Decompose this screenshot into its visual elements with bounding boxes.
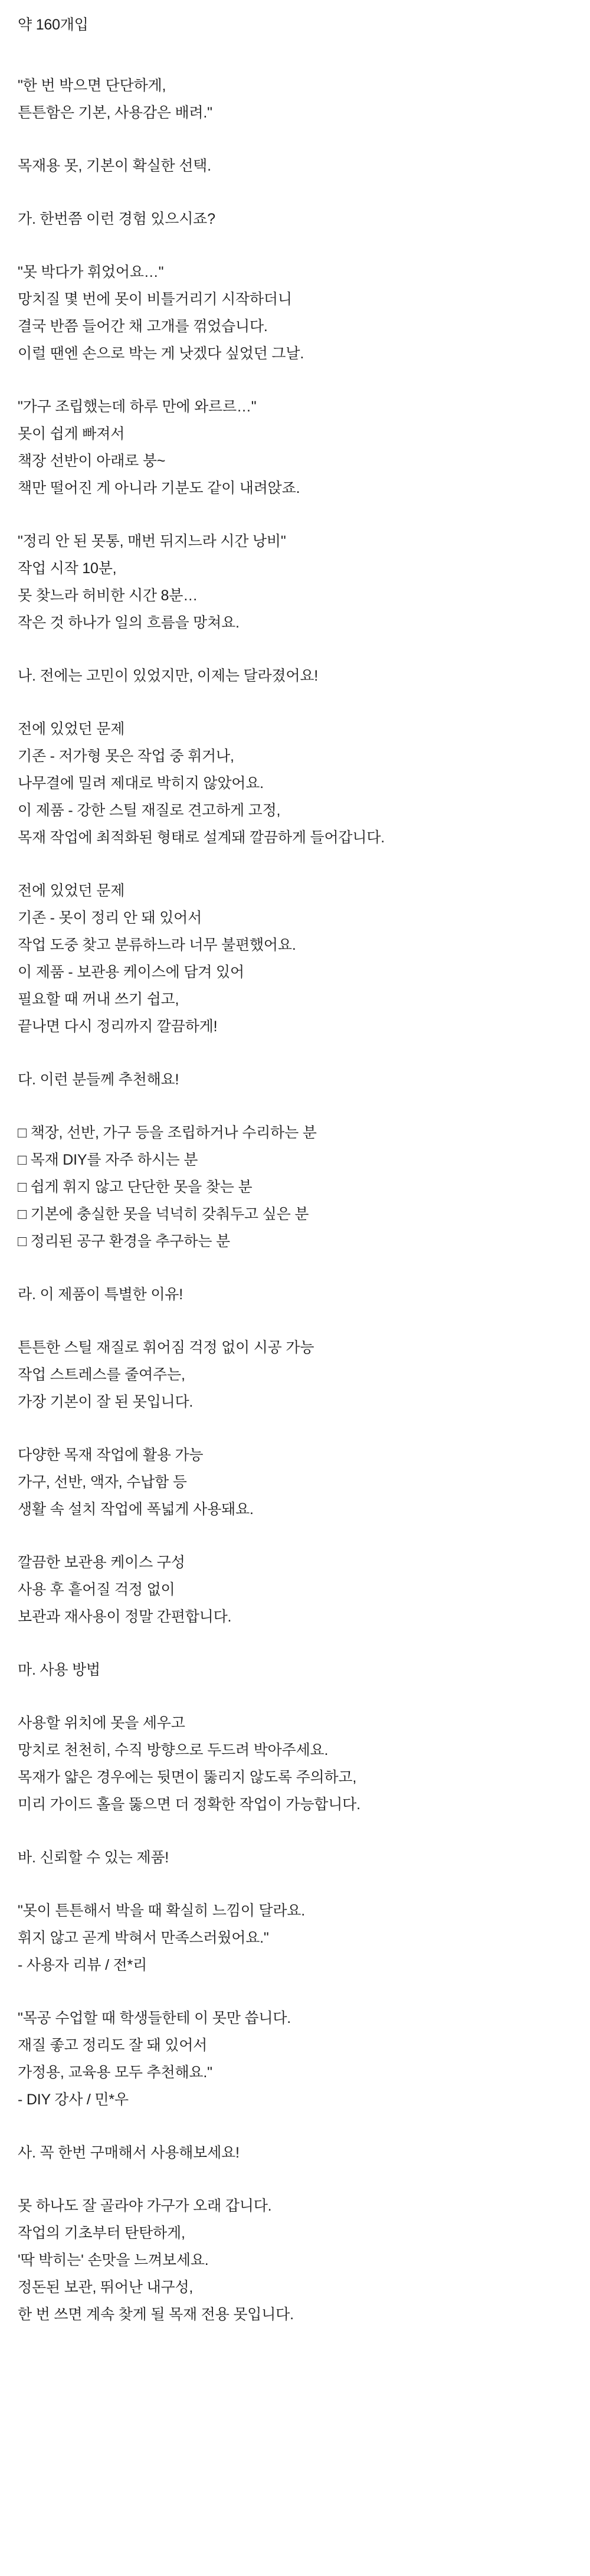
text-block-section-ba	[18, 1844, 572, 1871]
package-count-label: 약 160개입	[18, 17, 88, 33]
text-line: 작업의 기초부터 탄탄하게,	[18, 2225, 185, 2241]
text-line: 못 찾느라 허비한 시간 8분…	[18, 587, 198, 604]
text-line: □ 정리된 공구 환경을 추구하는 분	[18, 1233, 230, 1250]
text-line: 기존 - 저가형 못은 작업 중 휘거나,	[18, 748, 234, 764]
text-line: 책장 선반이 아래로 붕~	[18, 453, 166, 469]
text-block-section-sa	[18, 2139, 572, 2166]
text-line: 목재 작업에 최적화된 형태로 설계돼 깔끔하게 들어갑니다.	[18, 829, 385, 846]
text-line: 가구, 선반, 액자, 수납함 등	[18, 1474, 187, 1490]
text-block-section-na	[18, 662, 572, 689]
text-line: 작은 것 하나가 일의 흐름을 망쳐요.	[18, 614, 240, 631]
text-line: "한 번 박으면 단단하게,	[18, 77, 166, 94]
text-block-closing	[18, 2192, 572, 2328]
text-block-problem-2	[18, 877, 572, 1040]
text-line: 못 하나도 잘 골라야 가구가 오래 갑니다.	[18, 2198, 272, 2214]
text-line: '딱 박히는' 손맛을 느껴보세요.	[18, 2252, 209, 2268]
text-line: 이 제품 - 보관용 케이스에 담겨 있어	[18, 964, 244, 980]
text-block-section-ma	[18, 1656, 572, 1683]
text-block-subheadline	[18, 152, 572, 179]
text-block-section-da	[18, 1066, 572, 1093]
text-block-experience-1	[18, 259, 572, 367]
text-line: 튼튼함은 기본, 사용감은 배려."	[18, 104, 212, 121]
text-line: 이럴 땐엔 손으로 박는 게 낫겠다 싶었던 그날.	[18, 345, 304, 362]
text-line: 끝나면 다시 정리까지 깔끔하게!	[18, 1018, 218, 1035]
text-line: 다. 이런 분들께 추천해요!	[18, 1071, 179, 1088]
text-line: "정리 안 된 못통, 매번 뒤지느라 시간 낭비"	[18, 533, 286, 550]
text-line: 보관과 재사용이 정말 간편합니다.	[18, 1609, 232, 1625]
text-line: 기존 - 못이 정리 안 돼 있어서	[18, 910, 202, 926]
text-line: - DIY 강사 / 민*우	[18, 2091, 129, 2108]
text-line: 이 제품 - 강한 스틸 재질로 견고하게 고정,	[18, 802, 281, 819]
text-block-feature-1	[18, 1334, 572, 1416]
text-line: □ 쉽게 휘지 않고 단단한 못을 찾는 분	[18, 1179, 253, 1195]
text-line: 전에 있었던 문제	[18, 882, 125, 899]
text-line: 사용 후 흩어질 걱정 없이	[18, 1581, 175, 1598]
text-line: - 사용자 리뷰 / 전*리	[18, 1957, 148, 1973]
text-block-quote-headline	[18, 72, 572, 126]
text-line: 나무결에 밀려 제대로 박히지 않았어요.	[18, 775, 264, 792]
text-block-review-2	[18, 2005, 572, 2113]
text-line: "못이 튼튼해서 박을 때 확실히 느낌이 달라요.	[18, 1902, 305, 1919]
text-block-section-ga	[18, 205, 572, 233]
text-line: "목공 수업할 때 학생들한테 이 못만 씁니다.	[18, 2010, 291, 2026]
text-line: 마. 사용 방법	[18, 1662, 100, 1678]
text-line: "못 박다가 휘었어요…"	[18, 264, 164, 280]
text-line: 사용할 위치에 못을 세우고	[18, 1715, 185, 1731]
text-line: 책만 떨어진 게 아니라 기분도 같이 내려앉죠.	[18, 480, 300, 496]
text-line: 튼튼한 스틸 재질로 휘어짐 걱정 없이 시공 가능	[18, 1339, 314, 1356]
text-line: 정돈된 보관, 뛰어난 내구성,	[18, 2279, 194, 2296]
text-line: 망치질 몇 번에 못이 비틀거리기 시작하더니	[18, 291, 292, 308]
text-block-recommend-list	[18, 1119, 572, 1255]
text-line: 전에 있었던 문제	[18, 721, 125, 737]
text-block-problem-1	[18, 715, 572, 851]
description-content	[18, 72, 572, 2328]
text-block-section-ra	[18, 1281, 572, 1308]
text-line: 가장 기본이 잘 된 못입니다.	[18, 1394, 194, 1410]
text-line: 가. 한번쯤 이런 경험 있으시죠?	[18, 211, 215, 227]
text-line: 생활 속 설치 작업에 폭넓게 사용돼요.	[18, 1501, 254, 1518]
text-line: 사. 꼭 한번 구매해서 사용해보세요!	[18, 2145, 240, 2161]
text-line: 나. 전에는 고민이 있었지만, 이제는 달라졌어요!	[18, 668, 319, 684]
text-line: 못이 쉽게 빠져서	[18, 426, 125, 442]
text-line: 목재가 얇은 경우에는 뒷면이 뚫리지 않도록 주의하고,	[18, 1769, 357, 1786]
text-line: 망치로 천천히, 수직 방향으로 두드려 박아주세요.	[18, 1742, 329, 1758]
text-line: 깔끔한 보관용 케이스 구성	[18, 1554, 185, 1571]
text-block-review-1	[18, 1897, 572, 1979]
text-line: "가구 조립했는데 하루 만에 와르르…"	[18, 398, 257, 415]
text-line: 미리 가이드 홀을 뚫으면 더 정확한 작업이 가능합니다.	[18, 1796, 360, 1813]
text-line: 작업 시작 10분,	[18, 560, 117, 577]
text-line: 결국 반쯤 들어간 채 고개를 꺾었습니다.	[18, 318, 268, 335]
text-line: 다양한 목재 작업에 활용 가능	[18, 1447, 204, 1463]
text-block-feature-3	[18, 1549, 572, 1630]
text-line: 휘지 않고 곧게 박혀서 만족스러웠어요."	[18, 1930, 269, 1946]
text-line: 라. 이 제품이 특별한 이유!	[18, 1286, 183, 1303]
text-line: 작업 도중 찾고 분류하느라 너무 불편했어요.	[18, 937, 296, 953]
text-block-feature-2	[18, 1441, 572, 1523]
text-line: 작업 스트레스를 줄여주는,	[18, 1367, 185, 1383]
text-line: 재질 좋고 정리도 잘 돼 있어서	[18, 2037, 208, 2054]
text-block-experience-2	[18, 393, 572, 502]
text-line: 목재용 못, 기본이 확실한 선택.	[18, 158, 211, 174]
text-line: □ 기본에 충실한 못을 넉넉히 갖춰두고 싶은 분	[18, 1206, 309, 1222]
text-line: □ 책장, 선반, 가구 등을 조립하거나 수리하는 분	[18, 1124, 317, 1141]
text-line: 필요할 때 꺼내 쓰기 쉽고,	[18, 991, 179, 1008]
text-line: 한 번 쓰면 계속 찾게 될 목재 전용 못입니다.	[18, 2306, 294, 2323]
text-line: 가정용, 교육용 모두 추천해요."	[18, 2064, 212, 2081]
text-line: □ 목재 DIY를 자주 하시는 분	[18, 1152, 198, 1168]
text-line: 바. 신뢰할 수 있는 제품!	[18, 1849, 169, 1866]
text-block-experience-3	[18, 528, 572, 636]
text-block-usage	[18, 1709, 572, 1818]
